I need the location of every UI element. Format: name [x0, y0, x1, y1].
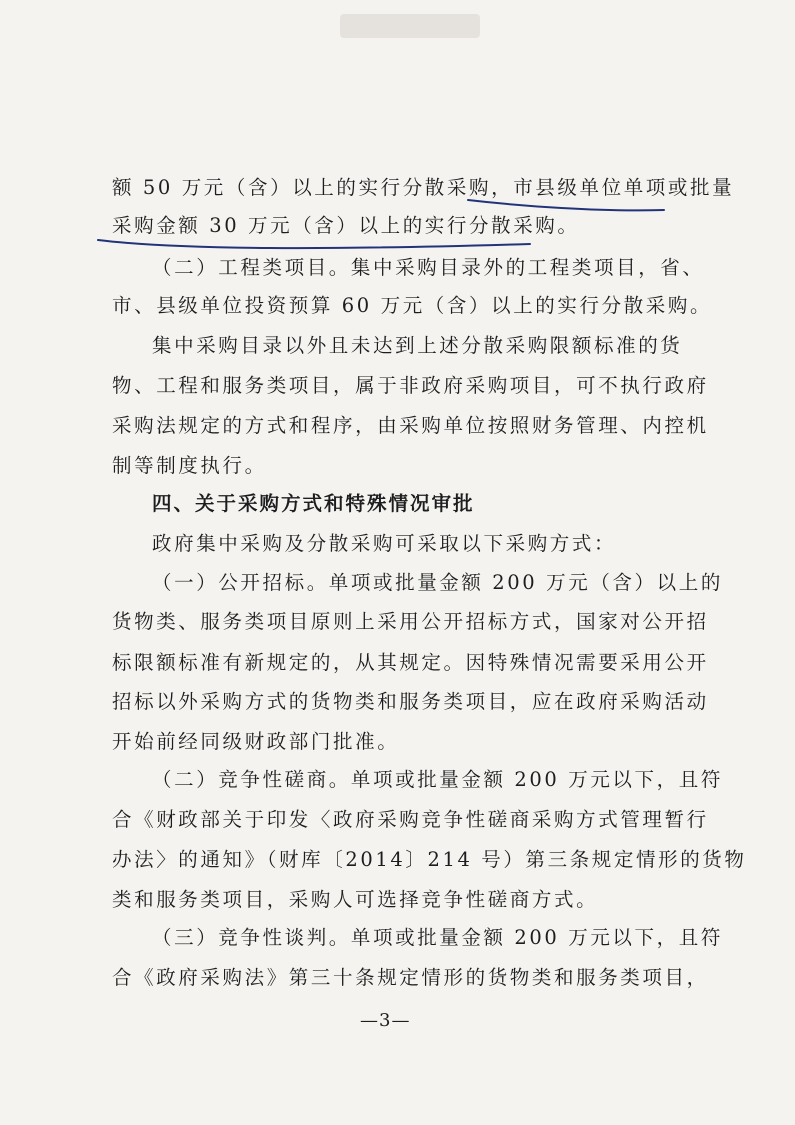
text-line-2: 采购金额 30 万元（含）以上的实行分散采购。: [112, 214, 580, 237]
section-heading: 四、关于采购方式和特殊情况审批: [152, 492, 475, 515]
text-line-6: 物、工程和服务类项目，属于非政府采购项目，可不执行政府: [112, 374, 709, 397]
page-number: —3—: [360, 1010, 411, 1031]
text-line-18: 办法〉的通知》（财库〔2014〕214 号）第三条规定情形的货物: [112, 848, 747, 871]
text-line-17: 合《财政部关于印发〈政府采购竞争性磋商采购方式管理暂行: [112, 808, 709, 831]
text-line-3: （二）工程类项目。集中采购目录外的工程类项目，省、: [152, 256, 705, 279]
text-line-15: 开始前经同级财政部门批准。: [112, 730, 400, 753]
text-line-20: （三）竞争性谈判。单项或批量金额 200 万元以下，且符: [152, 926, 723, 949]
text-line-13: 标限额标准有新规定的，从其规定。因特殊情况需要采用公开: [112, 651, 709, 674]
text-line-8: 制等制度执行。: [112, 454, 267, 477]
text-line-5: 集中采购目录以外且未达到上述分散采购限额标准的货: [152, 334, 683, 357]
pen-underline-top: [468, 200, 664, 210]
text-line-7: 采购法规定的方式和程序，由采购单位按照财务管理、内控机: [112, 414, 709, 437]
text-line-19: 类和服务类项目，采购人可选择竞争性磋商方式。: [112, 888, 599, 911]
text-line-14: 招标以外采购方式的货物类和服务类项目，应在政府采购活动: [112, 690, 709, 713]
pen-underline-bottom: [98, 240, 530, 248]
text-line-1: 额 50 万元（含）以上的实行分散采购，市县级单位单项或批量: [112, 176, 735, 199]
text-line-16: （二）竞争性磋商。单项或批量金额 200 万元以下，且符: [152, 768, 723, 791]
scan-smudge: [340, 14, 480, 38]
text-line-10: 政府集中采购及分散采购可采取以下采购方式：: [152, 532, 617, 555]
text-line-21: 合《政府采购法》第三十条规定情形的货物类和服务类项目，: [112, 966, 709, 989]
text-line-11: （一）公开招标。单项或批量金额 200 万元（含）以上的: [152, 571, 723, 594]
text-line-12: 货物类、服务类项目原则上采用公开招标方式，国家对公开招: [112, 610, 709, 633]
text-line-4: 市、县级单位投资预算 60 万元（含）以上的实行分散采购。: [112, 294, 713, 317]
